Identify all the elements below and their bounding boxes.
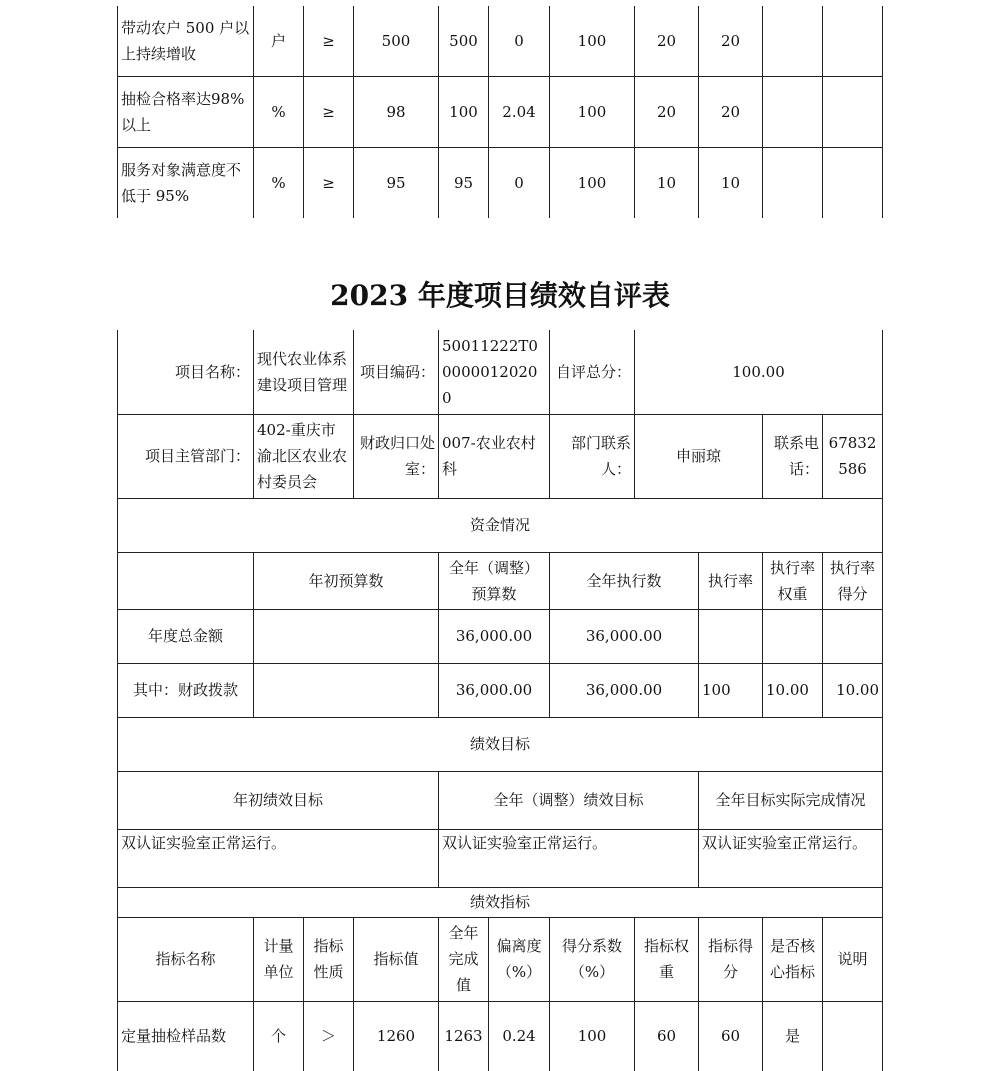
- indicator-unit: 个: [254, 1001, 304, 1071]
- funds-header-rate-score: 执行率得分: [823, 552, 883, 609]
- funds-row-label: 年度总金额: [118, 609, 254, 663]
- funds-rate: 100: [699, 663, 763, 717]
- contact-person: 申丽琼: [635, 414, 763, 498]
- goals-initial: 双认证实验室正常运行。: [118, 829, 439, 887]
- indicator-weight: 10: [635, 148, 699, 219]
- project-code: 50011222T000000120200: [439, 330, 550, 414]
- funds-header-rate: 执行率: [699, 552, 763, 609]
- table-row: [118, 1001, 883, 1071]
- funds-header-rate-weight: 执行率权重: [763, 552, 823, 609]
- indicator-core: [763, 148, 823, 219]
- header-core: 是否核心指标: [763, 917, 823, 1001]
- indicators-section-row: [118, 887, 883, 917]
- goals-header-adjusted: 全年（调整）绩效目标: [439, 771, 699, 829]
- funds-row-label: 其中：财政拨款: [118, 663, 254, 717]
- finance-office: 007-农业农村科: [439, 414, 550, 498]
- indicator-unit: %: [254, 77, 304, 148]
- header-nature: 指标性质: [304, 917, 354, 1001]
- indicator-target: 500: [354, 6, 439, 77]
- dept-label: 项目主管部门：: [118, 414, 254, 498]
- indicator-target: 1260: [354, 1001, 439, 1071]
- funds-header-executed: 全年执行数: [550, 552, 699, 609]
- phone-label: 联系电话：: [763, 414, 823, 498]
- project-code-label: 项目编码：: [354, 330, 439, 414]
- indicator-target: 95: [354, 148, 439, 219]
- funds-initial: [254, 663, 439, 717]
- funds-section-title: 资金情况: [118, 498, 883, 552]
- funds-adjusted: 36,000.00: [439, 609, 550, 663]
- table-row: [118, 6, 883, 77]
- funds-header-adjusted: 全年（调整）预算数: [439, 552, 550, 609]
- indicator-deviation: 0.24: [489, 1001, 550, 1071]
- indicator-score: 60: [699, 1001, 763, 1071]
- self-score: 100.00: [635, 330, 883, 414]
- header-score: 指标得分: [699, 917, 763, 1001]
- phone: 67832586: [823, 414, 883, 498]
- indicator-note: [823, 148, 883, 219]
- project-info-row: [118, 330, 883, 414]
- table-row: [118, 148, 883, 219]
- funds-section-row: [118, 498, 883, 552]
- indicator-score: 20: [699, 77, 763, 148]
- project-dept-row: [118, 414, 883, 498]
- self-score-label: 自评总分：: [550, 330, 635, 414]
- indicator-name: 带动农户 500 户以上持续增收: [118, 6, 254, 77]
- indicators-header-row: [118, 917, 883, 1001]
- goals-value-row: [118, 829, 883, 887]
- indicator-name: 抽检合格率达98%以上: [118, 77, 254, 148]
- header-actual: 全年完成值: [439, 917, 489, 1001]
- goals-header-initial: 年初绩效目标: [118, 771, 439, 829]
- indicator-note: [823, 77, 883, 148]
- funds-header-initial: 年初预算数: [254, 552, 439, 609]
- dept: 402-重庆市渝北区农业农村委员会: [254, 414, 354, 498]
- indicator-coef: 100: [550, 148, 635, 219]
- header-unit: 计量单位: [254, 917, 304, 1001]
- funds-rate: [699, 609, 763, 663]
- indicator-score: 20: [699, 6, 763, 77]
- indicator-nature: ≥: [304, 77, 354, 148]
- page-title: 2023 年度项目绩效自评表: [330, 279, 670, 312]
- indicator-unit: %: [254, 148, 304, 219]
- indicator-coef: 100: [550, 77, 635, 148]
- table-row: [118, 609, 883, 663]
- indicator-note: [823, 1001, 883, 1071]
- goals-adjusted: 双认证实验室正常运行。: [439, 829, 699, 887]
- indicator-actual: 100: [439, 77, 489, 148]
- header-target: 指标值: [354, 917, 439, 1001]
- project-name-label: 项目名称：: [118, 330, 254, 414]
- project-name: 现代农业体系建设项目管理: [254, 330, 354, 414]
- funds-executed: 36,000.00: [550, 663, 699, 717]
- indicator-unit: 户: [254, 6, 304, 77]
- header-coef: 得分系数（%）: [550, 917, 635, 1001]
- funds-rate-score: [823, 609, 883, 663]
- indicator-nature: ＞: [304, 1001, 354, 1071]
- table-row: [118, 663, 883, 717]
- goals-section-row: [118, 717, 883, 771]
- indicator-coef: 100: [550, 6, 635, 77]
- funds-header-blank: [118, 552, 254, 609]
- goals-header-row: [118, 771, 883, 829]
- contact-label: 部门联系人：: [550, 414, 635, 498]
- indicator-weight: 60: [635, 1001, 699, 1071]
- indicator-core: 是: [763, 1001, 823, 1071]
- indicator-weight: 20: [635, 6, 699, 77]
- indicator-deviation: 0: [489, 148, 550, 219]
- indicator-deviation: 2.04: [489, 77, 550, 148]
- indicator-actual: 95: [439, 148, 489, 219]
- funds-rate-weight: 10.00: [763, 663, 823, 717]
- header-weight: 指标权重: [635, 917, 699, 1001]
- funds-adjusted: 36,000.00: [439, 663, 550, 717]
- funds-header-row: [118, 552, 883, 609]
- top-indicator-table: [117, 6, 883, 218]
- funds-rate-score: 10.00: [823, 663, 883, 717]
- funds-rate-weight: [763, 609, 823, 663]
- indicator-deviation: 0: [489, 6, 550, 77]
- funds-initial: [254, 609, 439, 663]
- funds-executed: 36,000.00: [550, 609, 699, 663]
- finance-label: 财政归口处室：: [354, 414, 439, 498]
- indicator-name: 定量抽检样品数: [118, 1001, 254, 1071]
- indicator-coef: 100: [550, 1001, 635, 1071]
- goals-actual: 双认证实验室正常运行。: [699, 829, 883, 887]
- indicator-note: [823, 6, 883, 77]
- indicator-target: 98: [354, 77, 439, 148]
- indicator-name: 服务对象满意度不低于 95%: [118, 148, 254, 219]
- indicator-score: 10: [699, 148, 763, 219]
- table-row: [118, 77, 883, 148]
- indicator-actual: 1263: [439, 1001, 489, 1071]
- indicator-core: [763, 77, 823, 148]
- goals-header-actual: 全年目标实际完成情况: [699, 771, 883, 829]
- indicator-weight: 20: [635, 77, 699, 148]
- indicator-nature: ≥: [304, 6, 354, 77]
- header-note: 说明: [823, 917, 883, 1001]
- header-indicator-name: 指标名称: [118, 917, 254, 1001]
- indicator-nature: ≥: [304, 148, 354, 219]
- header-deviation: 偏离度（%）: [489, 917, 550, 1001]
- goals-section-title: 绩效目标: [118, 717, 883, 771]
- self-evaluation-table: [117, 330, 883, 1071]
- indicator-core: [763, 6, 823, 77]
- indicator-actual: 500: [439, 6, 489, 77]
- indicators-section-title: 绩效指标: [118, 887, 883, 917]
